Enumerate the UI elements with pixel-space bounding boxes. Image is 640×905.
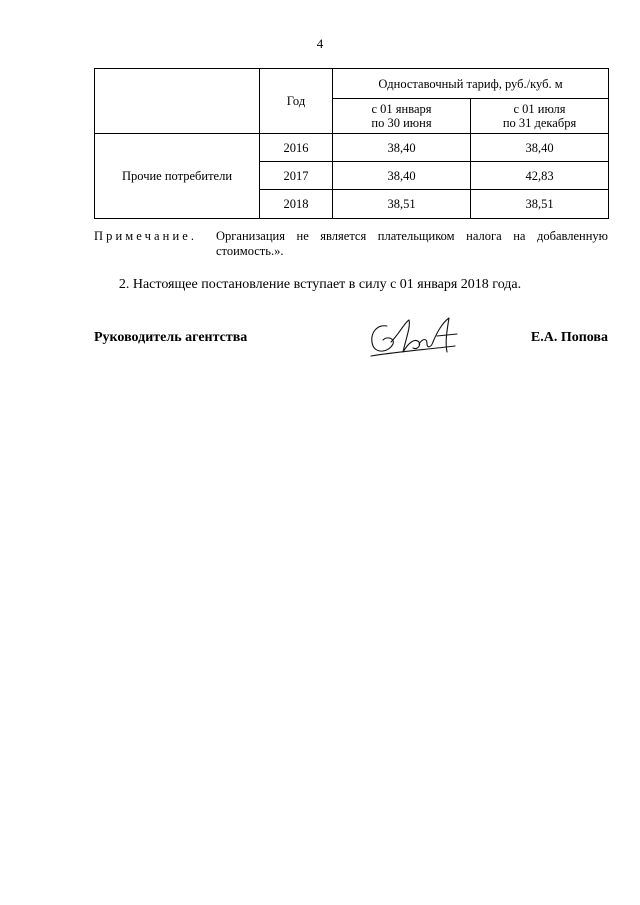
tariff-table (94, 68, 609, 219)
note-text: Организация не является плательщиком налога на добавленную стоимость.». (216, 229, 608, 258)
year-cell: 2016 (260, 134, 333, 162)
signatory-name: Е.А. Попова (530, 330, 608, 345)
consumer-group-cell: Прочие потребители (95, 134, 260, 219)
tariff-cell: 38,51 (333, 190, 471, 219)
tariff-cell: 38,40 (471, 134, 609, 162)
signatory-title: Руководитель агентства (94, 330, 248, 345)
table-row (95, 134, 609, 162)
year-cell: 2017 (260, 162, 333, 190)
signature-icon (365, 312, 465, 362)
note-label: Примечание. (94, 229, 198, 243)
page-number: 4 (316, 36, 324, 51)
header-year: Год (260, 69, 333, 134)
header-period-1: с 01 января по 30 июня (333, 99, 471, 134)
tariff-cell: 38,40 (333, 162, 471, 190)
header-period-2: с 01 июля по 31 декабря (471, 99, 609, 134)
year-cell: 2018 (260, 190, 333, 219)
tariff-cell: 38,51 (471, 190, 609, 219)
tariff-cell: 38,40 (333, 134, 471, 162)
header-tariff: Одноставочный тариф, руб./куб. м (333, 69, 609, 99)
effective-date-clause: 2. Настоящее постановление вступает в силу с 01 января 2018 года. (118, 277, 522, 292)
tariff-cell: 42,83 (471, 162, 609, 190)
table-corner-cell (95, 69, 260, 134)
